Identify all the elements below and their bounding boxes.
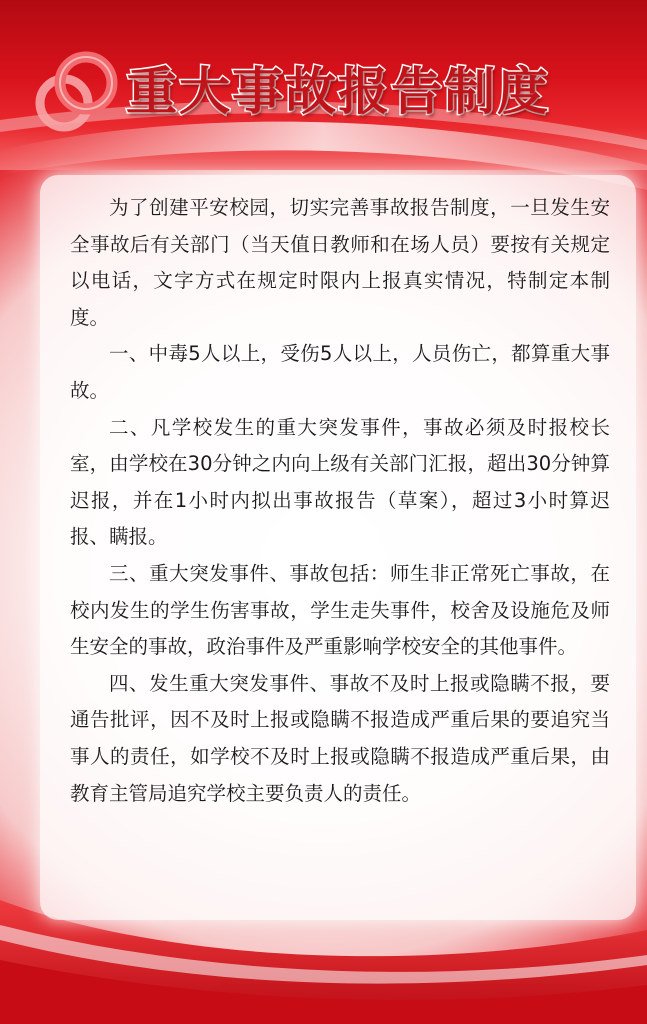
document-body bbox=[70, 190, 610, 812]
page-title: 重大事故报告制度 bbox=[126, 63, 551, 122]
rings-logo-icon bbox=[22, 45, 132, 135]
paragraph-rule-1: 一、中毒5人以上，受伤5人以上，人员伤亡，都算重大事故。 bbox=[70, 342, 610, 402]
paragraph-rule-3: 三、重大突发事件、事故包括：师生非正常死亡事故，在校内发生的学生伤害事故，学生走失事件，校舍及设施危及师生安全的事故，政治事件及严重影响学校安全的其他事件。 bbox=[70, 561, 610, 659]
paragraph-rule-4: 四、发生重大突发事件、事故不及时上报或隐瞒不报，要通告批评，因不及时上报或隐瞒不报造成严重后果的要追究当事人的责任，如学校不及时上报或隐瞒不报造成严重后果，由教育主管局追究学校主要负责人的责任。 bbox=[70, 671, 610, 805]
paragraph-rule-2: 二、凡学校发生的重大突发事件，事故必须及时报校长室，由学校在30分钟之内向上级有关部门汇报，超出30分钟算迟报，并在1小时内拟出事故报告（草案），超过3小时算迟报、瞒报。 bbox=[70, 415, 610, 549]
paragraph-intro: 为了创建平安校园，切实完善事故报告制度，一旦发生安全事故后有关部门（当天值日教师和在场人员）要按有关规定以电话，文字方式在规定时限内上报真实情况，特制定本制度。 bbox=[70, 196, 610, 329]
